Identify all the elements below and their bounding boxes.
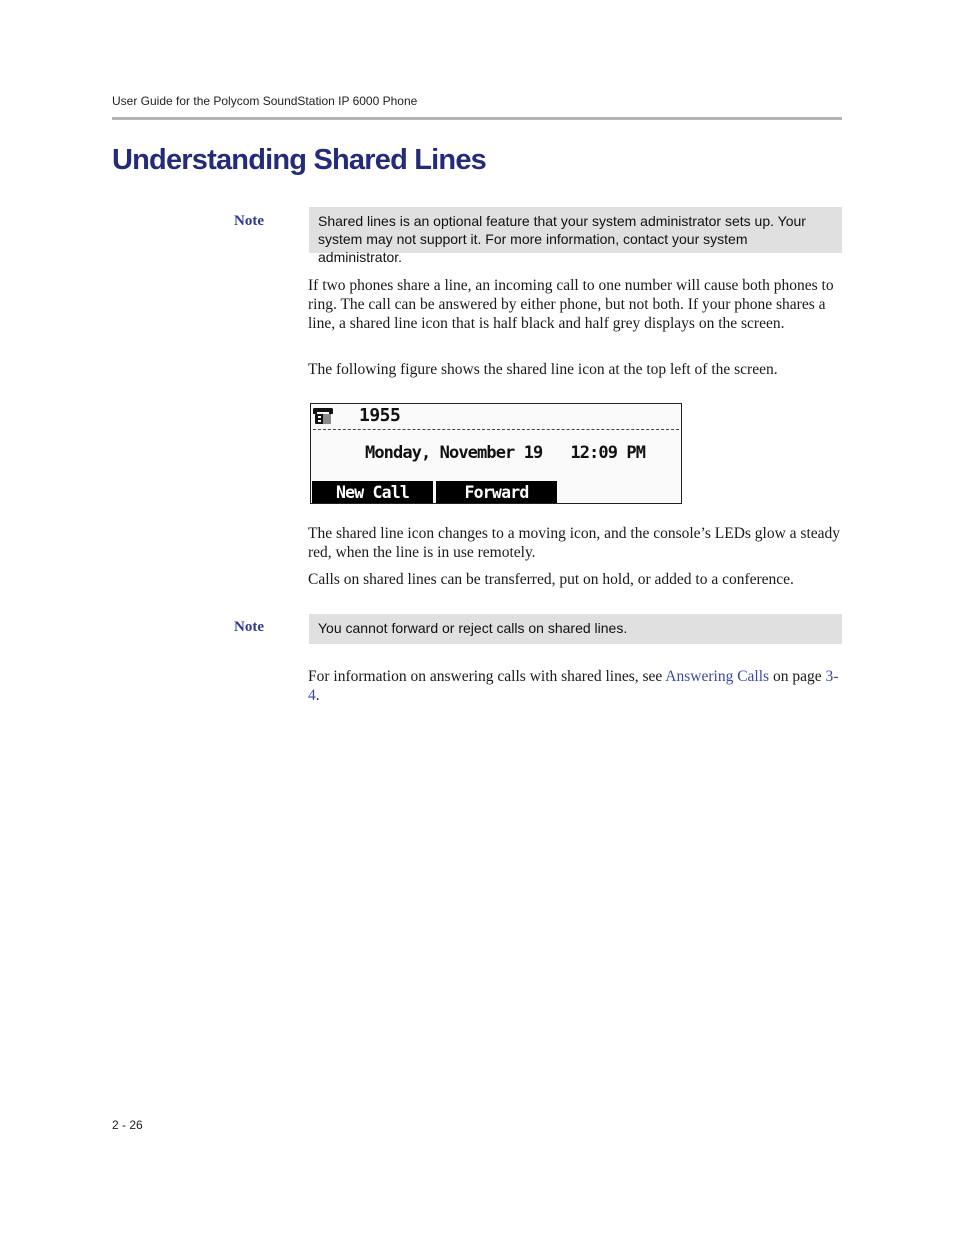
page-number: 2 - 26 [112,1118,143,1132]
paragraph-shared-line-intro: If two phones share a line, an incoming call to one number will cause both phones to ring. The call can be answered by either phone, but not both. If your phone shares a line, a shared line icon that is half black and half grey displays on the screen. [308,277,834,332]
shared-line-phone-icon [312,407,334,430]
reference-text: . [315,686,320,704]
forward-softkey[interactable]: Forward [436,481,557,504]
page-reference-link[interactable]: 3-4 [308,668,839,704]
new-call-softkey[interactable]: New Call [312,481,433,504]
header-rule [112,117,842,120]
reference-text: on page [769,668,826,685]
reference-text: For information on answering calls with shared lines, see [308,668,666,685]
note-label: Note [234,619,264,635]
note-box: You cannot forward or reject calls on shared lines. [309,614,842,644]
paragraph-call-actions: Calls on shared lines can be transferred, put on hold, or added to a conference. [308,571,794,588]
note-label: Note [234,213,264,229]
running-header: User Guide for the Polycom SoundStation IP 6000 Phone [112,94,418,108]
answering-calls-link[interactable]: Answering Calls [665,668,770,685]
line-extension: 1955 [359,405,401,426]
note-box: Shared lines is an optional feature that your system administrator sets up. Your system may not support it. For more information, contact your system administrator. [309,207,842,253]
phone-screen-figure [310,403,682,504]
paragraph-figure-intro: The following figure shows the shared line icon at the top left of the screen. [308,361,778,378]
screen-datetime: Monday, November 19 12:09 PM [365,443,646,463]
paragraph-answering-reference [308,668,844,706]
screen-divider [313,429,679,430]
page-title: Understanding Shared Lines [112,144,486,176]
paragraph-moving-icon: The shared line icon changes to a moving icon, and the console’s LEDs glow a steady red, when the line is in use remotely. [308,525,841,561]
